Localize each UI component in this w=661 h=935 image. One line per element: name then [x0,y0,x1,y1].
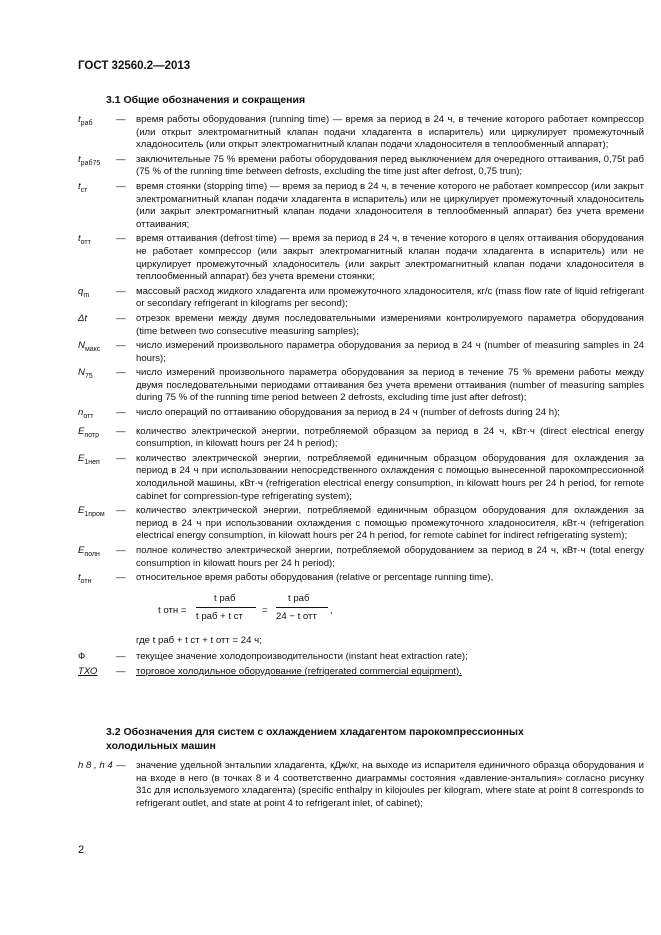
symbol: Ф [78,651,86,663]
fraction-line-2 [276,607,328,608]
symbol: $t_{раб}$ [78,114,93,127]
definition-text: полное количество электрической энергии, потребляемой оборудованием за период в 24 ч, кВт·ч (total energy consumption in kilowatt hours per 24 h period); [136,544,644,569]
fraction-line-1 [196,607,256,608]
definition-text: число измерений произвольного параметра оборудования за период в течение 75 % времени работы между двумя последовательными периодами оттаивания без учета времени оттаивания (number of measuring samples during 75 % of the running time period between 2 defrosts, excluding time just after defrost); [136,367,644,404]
definition-text: текущее значение холодопроизводительности (instant heat extraction rate); [136,651,468,663]
formula-numerator-1: t раб [214,592,236,604]
definition-row: h 8 , h 4 — значение удельной энтальпии хладагента, кДж/кг, на выходе из испарителя единичного образца оборудования и на входе в него (в точках 8 и 4 соответственно диаграммы состояния «давление-энтальпия» согласно рисунку 31с для используемого хладагента) (specific enthalpy in kilojoules per kilogram, where state at point 8 corresponds to refrigerant outlet, and state at point 4 to refrigerant inlet, of cabinet); [78,760,644,809]
formula-equals: = [262,604,268,616]
definition-row: $n_{отт}$ — число операций по оттаиванию оборудования за период в 24 ч (number of defrosts during 24 h); [78,407,644,424]
symbol: Δt [78,312,88,324]
formula-denominator-2: 24 − t отт [276,610,317,622]
definition-text: число измерений произвольного параметра оборудования за период в 24 ч (number of measuring samples in 24 hours); [136,340,644,364]
definition-row: $t_{раб}$ — время работы оборудования (running time) — время за период в 24 ч, в течение которого работает компрессор (или открыт электромагнитный клапан подачи хладагента в испаритель) или циркулирует промежуточный хладоноситель (или открыт электромагнитный клапан подачи хладоносителя в теплообменный аппарат); [78,114,644,151]
page-number: 2 [78,844,85,856]
document-header: ГОСТ 32560.2—2013 [78,60,191,72]
definition-row: $N_{макс}$ — число измерений произвольного параметра оборудования за период в 24 ч (number of measuring samples in 24 hours); [78,340,644,364]
symbol: $N_{75}$ [78,367,93,381]
definition-row: $E_{1пром}$ — количество электрической энергии, потребляемой единичным образцом оборудования для охлаждения за период в 24 ч при использовании охлаждения с помощью промежуточного хладоносителя, кВт·ч (refrigeration electrical energy consumption, in kilowatt hours per 24 h period, for remote cabinet for indirect refrigerating system); [78,505,644,542]
symbol: $t_{отт}$ [78,233,91,247]
formula-numerator-2: t раб [288,592,310,604]
formula-lhs: t отн = [158,604,187,616]
formula-comma: , [330,604,333,616]
definition-text: время работы оборудования (running time) — время за период в 24 ч, в течение которого работает компрессор (или открыт электромагнитный клапан подачи хладагента в испаритель) или циркулирует промежуточный хладоноситель (или открыт электромагнитный клапан подачи хладоносителя в теплообменный аппарат); [136,114,644,151]
section-title-3-1: 3.1 Общие обозначения и сокращения [106,94,306,106]
definition-text: торговое холодильное оборудование (refrigerated commercial equipment). [136,665,462,677]
formula-denominator-1: t раб + t ст [196,610,243,622]
definition-text: массовый расход жидкого хладагента или промежуточного хладоносителя, кг/с (mass flow rate of liquid refrigerant or secondary refrigerant in kilograms per second); [136,285,644,310]
definition-text: заключительные 75 % времени работы оборудования перед выключением для очередного оттаивания, 0,75t раб (75 % of the running time between defrosts, excluding the time just after defrost, 0,75 trun); [136,153,644,178]
symbol: $t_{отн}$ [78,572,92,585]
definition-row: $N_{75}$ — число измерений произвольного параметра оборудования за период в течение 75 % времени работы между двумя последовательными периодами оттаивания без учета времени оттаивания (number of measuring samples during 75 % of the running time period between 2 defrosts, excluding time just after defrost); [78,367,644,404]
definition-text: число операций по оттаиванию оборудования за период в 24 ч (number of defrosts during 24 h); [136,407,560,419]
definition-text: количество электрической энергии, потребляемой образцом за период в 24 ч, кВт·ч (direct electrical energy consumption, in kilowatt hours per 24 h period); [136,425,644,450]
definition-row: Ф — текущее значение холодопроизводительности (instant heat extraction rate); [78,651,644,664]
symbol: $E_{1пром}$ [78,505,105,519]
definitions-list-3-1 [78,114,644,680]
symbol: $E_{1неп}$ [78,452,100,466]
definition-row: $t_{отт}$ — время оттаивания (defrost time) — время за период в 24 ч, в течение которого в целях оттаивания оборудования не работает компрессор (или закрыт электромагнитный клапан подачи хладагента в испаритель) или не циркулирует промежуточный хладоноситель (или закрыт электромагнитный клапан подачи хладоносителя в теплообменный аппарат) без учета времени стоянки; [78,233,644,283]
definition-row: $t_{ст}$ — время стоянки (stopping time) — время за период в 24 ч, в течение которого не работает компрессор (или закрыт электромагнитный клапан подачи хладагента в испаритель) или не циркулирует промежуточный хладоноситель (или закрыт электромагнитный клапан подачи хладоносителя в теплообменный аппарат) без учета времени оттаивания; [78,180,644,230]
symbol: $n_{отт}$ [78,407,94,420]
section-title-3-2: 3.2 Обозначения для систем с охлаждением хладагентом парокомпрессионных холодильных машин [106,726,524,752]
definition-row: $t_{раб75}$ — заключительные 75 % времени работы оборудования перед выключением для очередного оттаивания, 0,75t раб (75 % of the running time between defrosts, excluding the time just after defrost, 0,75 trun); [78,153,644,178]
symbol: ТХО [78,665,98,677]
definition-text: относительное время работы оборудования (relative or percentage running time), [136,572,494,584]
definition-row: $t_{отн}$ — относительное время работы оборудования (relative or percentage running time), [78,572,644,589]
definition-text: количество электрической энергии, потребляемой единичным образцом оборудования для охлаждения за период в 24 ч при использовании охлаждения с помощью промежуточного хладоносителя, кВт·ч (refrigeration electrical energy consumption, in kilowatt hours per 24 h period, for remote cabinet for indirect refrigerating system); [136,505,644,542]
symbol: $t_{раб75}$ [78,153,101,167]
symbol: $E_{потр}$ [78,425,100,439]
definition-row: $E_{1неп}$ — количество электрической энергии, потребляемой единичным образцом оборудования для охлаждения за период в 24 ч при использовании непосредственного охлаждения с помощью вынесенной парокомпрессионной холодильной машины, кВт·ч (refrigeration electrical energy consumption, in kilowatt hours per 24 h period, for remote cabinet for compression-type refrigerating system); [78,452,644,502]
symbol: $t_{ст}$ [78,180,88,194]
formula-where-clause: где t раб + t ст + t отт = 24 ч; [136,634,262,646]
definition-row: ТХО — торговое холодильное оборудование (refrigerated commercial equipment). [78,666,644,679]
definition-row: Δt — отрезок времени между двумя последовательными измерениями контролируемого параметра оборудования (time between two consecutive measuring samples); [78,312,644,337]
definitions-list-3-2 [78,760,644,812]
definition-text: время оттаивания (defrost time) — время за период в 24 ч, в течение которого в целях оттаивания оборудования не работает компрессор (или закрыт электромагнитный клапан подачи хладагента в испаритель) или не циркулирует промежуточный хладоноситель (или закрыт электромагнитный клапан подачи хладоносителя в теплообменный аппарат) без учета времени стоянки; [136,233,644,283]
symbol: $N_{макс}$ [78,340,101,353]
definition-row: $q_m$ — массовый расход жидкого хладагента или промежуточного хладоносителя, кг/с (mass flow rate of liquid refrigerant or secondary refrigerant in kilograms per second); [78,285,644,310]
symbol: h 8 , h 4 [78,760,113,771]
symbol: $E_{полн}$ [78,544,100,558]
definition-text: время стоянки (stopping time) — время за период в 24 ч, в течение которого не работает компрессор (или закрыт электромагнитный клапан подачи хладагента в испаритель) или не циркулирует промежуточный хладоноситель (или закрыт электромагнитный клапан подачи хладоносителя в теплообменный аппарат) без учета времени оттаивания; [136,180,644,230]
definition-text: количество электрической энергии, потребляемой единичным образцом оборудования для охлаждения за период в 24 ч при использовании непосредственного охлаждения с помощью вынесенной парокомпрессионной холодильной машины, кВт·ч (refrigeration electrical energy consumption, in kilowatt hours per 24 h period, for remote cabinet for compression-type refrigerating system); [136,452,644,502]
formula-relative-time [136,591,644,635]
definition-row: $E_{потр}$ — количество электрической энергии, потребляемой образцом за период в 24 ч, кВт·ч (direct electrical energy consumption, in kilowatt hours per 24 h period); [78,425,644,450]
definition-row: $E_{полн}$ — полное количество электрической энергии, потребляемой оборудованием за период в 24 ч, кВт·ч (total energy consumption in kilowatt hours per 24 h period); [78,544,644,569]
symbol: $q_m$ [78,285,90,299]
definition-text: отрезок времени между двумя последовательными измерениями контролируемого параметра оборудования (time between two consecutive measuring samples); [136,312,644,337]
definition-text: значение удельной энтальпии хладагента, кДж/кг, на выходе из испарителя единичного образца оборудования и на входе в него (в точках 8 и 4 соответственно диаграммы состояния «давление-энтальпия» согласно рисунку 31с для используемого хладагента) (specific enthalpy in kilojoules per kilogram, where state at point 8 corresponds to refrigerant outlet, and state at point 4 to refrigerant inlet, of cabinet); [136,760,644,809]
